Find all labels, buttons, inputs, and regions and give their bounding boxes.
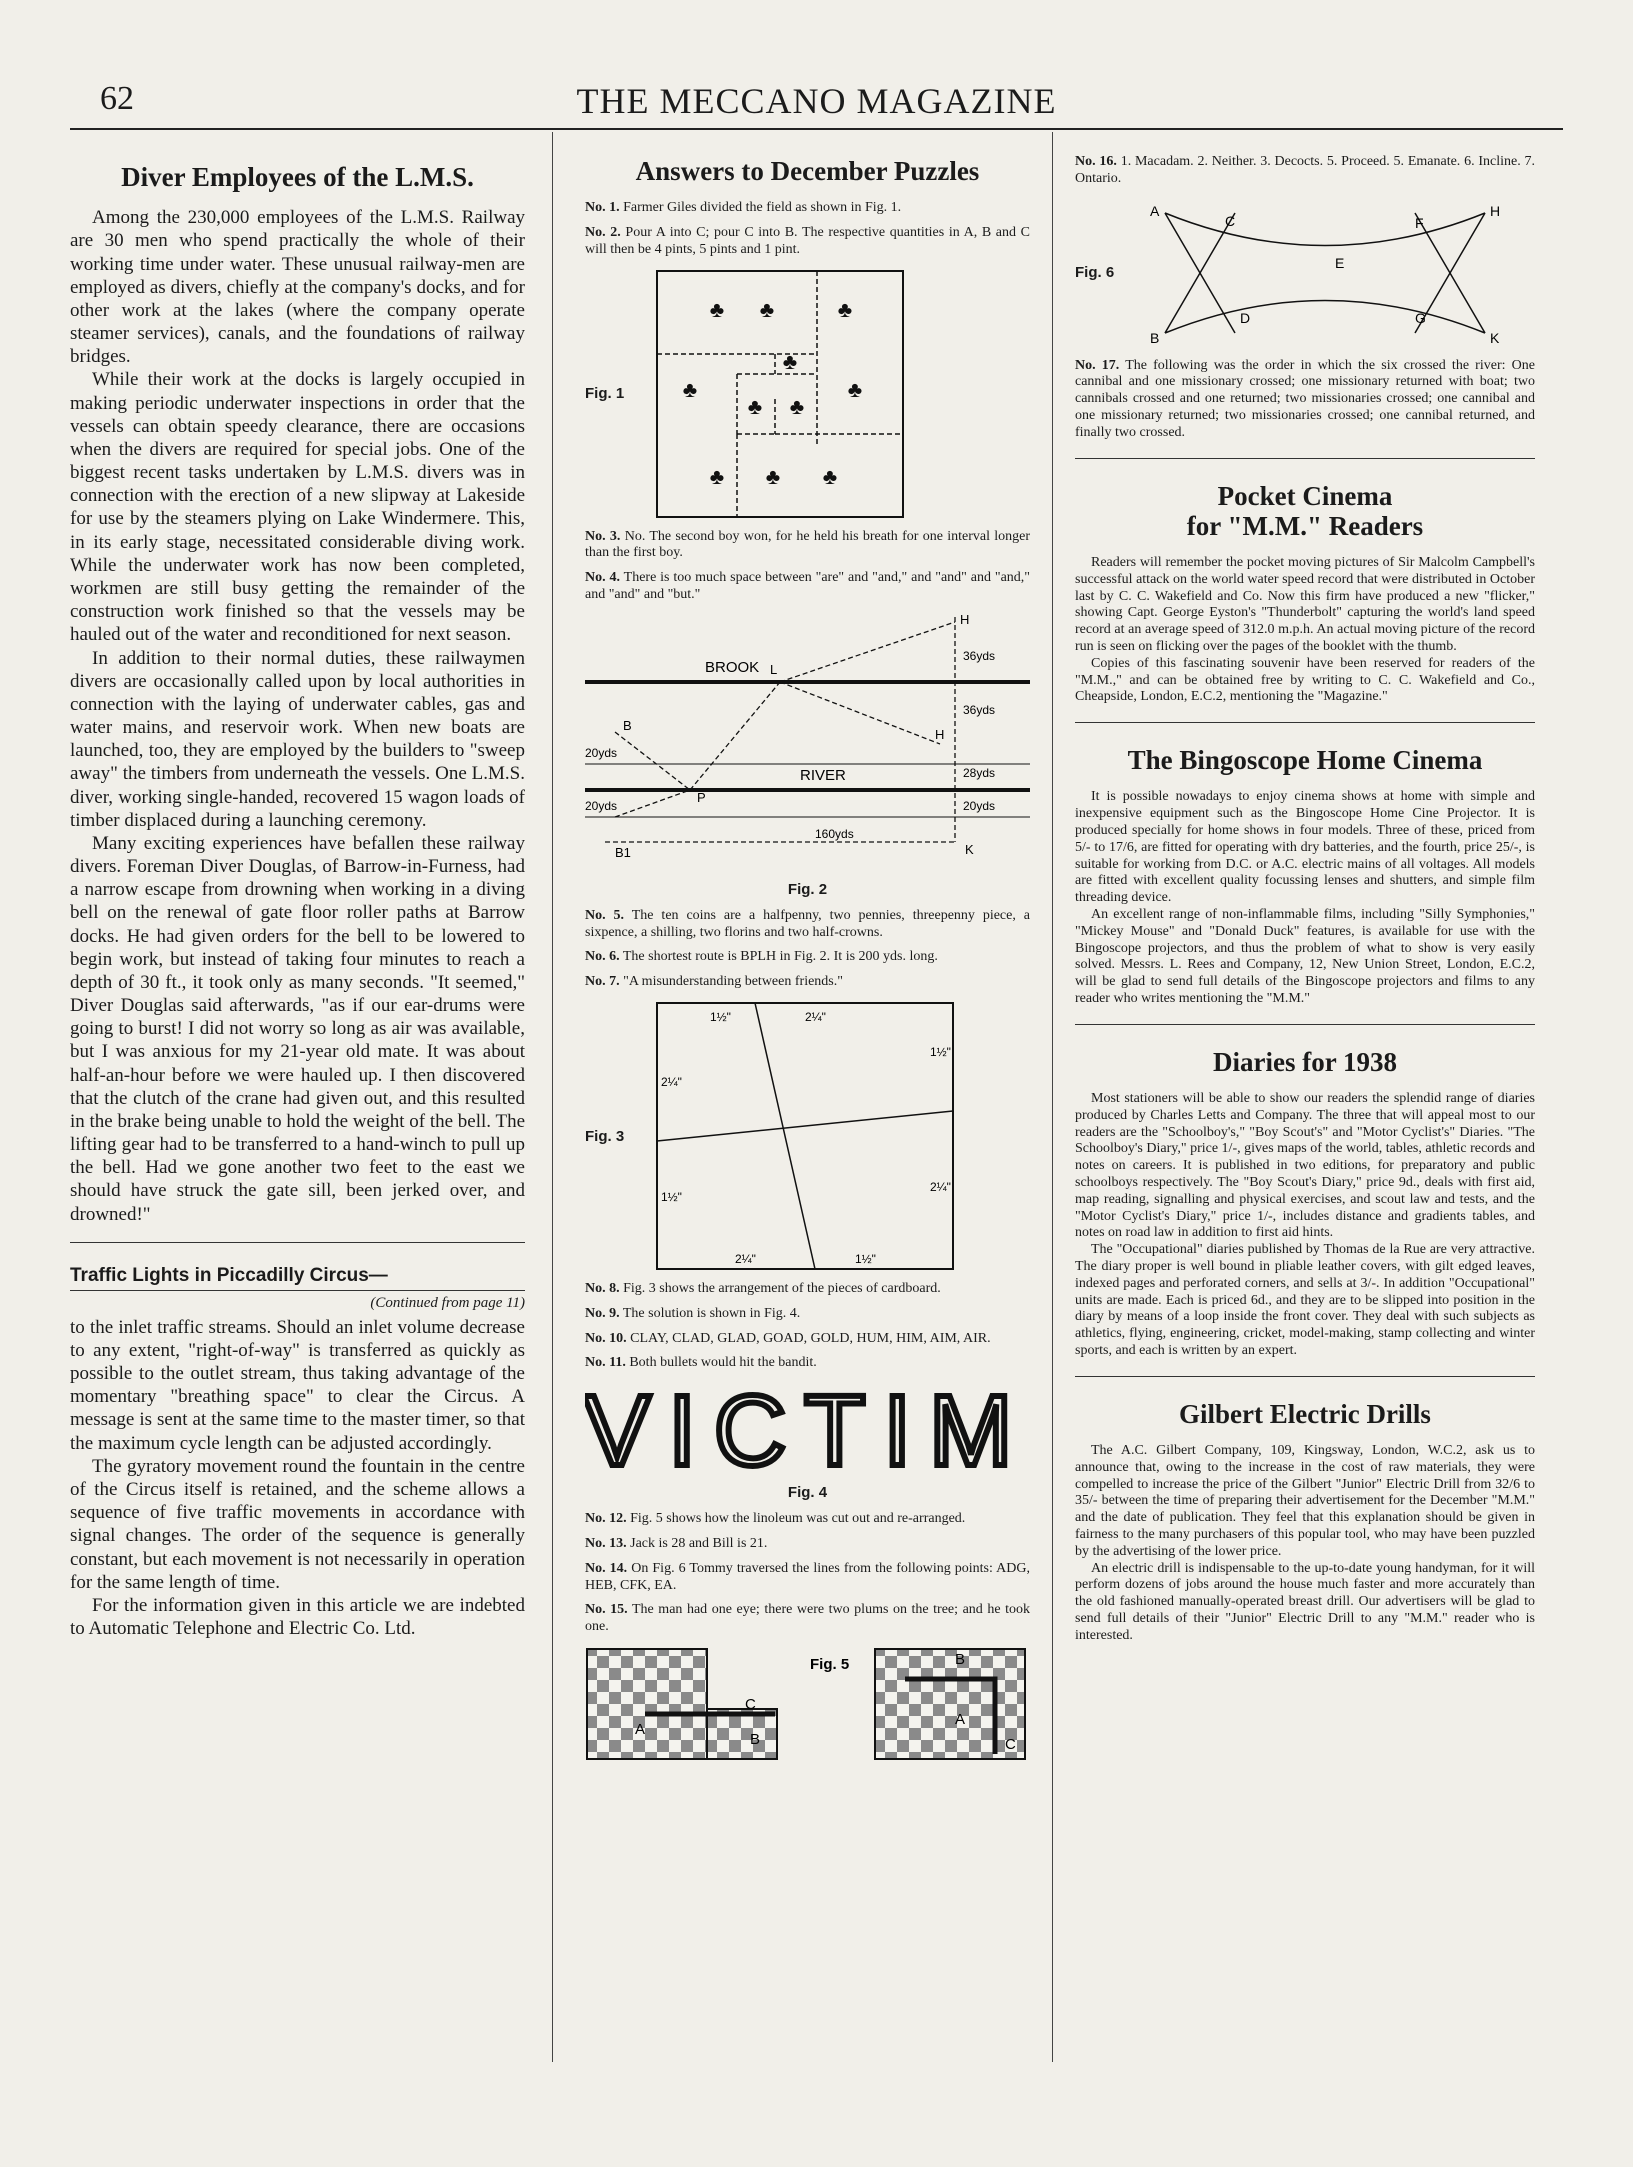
answer-item	[585, 570, 1030, 604]
cinema-title-line2: for "M.M." Readers	[1186, 510, 1424, 541]
point-label: G	[1415, 309, 1426, 326]
page-number: 62	[100, 80, 134, 117]
cinema-title-line1: Pocket Cinema	[1217, 480, 1393, 511]
diaries-paragraph: The "Occupational" diaries published by Thomas de la Rue are very attractive. The diary proper is well bound in pliable leather covers, with gilt edged leaves, indexed pages and perforated corners, and sells at 3/-. In addition "Occupational" units are made. Each is priced 6d., and they are to be slipped into position in the diary by means of a loop inside the front cover. They deal with such subjects as athletics, flying, engineering, cricket, model-making, stamp collecting and winter sports, and each is written by an expert.	[1075, 1242, 1535, 1358]
header-rule	[70, 128, 1563, 130]
page-header	[70, 80, 1563, 130]
dimension-label: 36yds	[963, 702, 996, 717]
svg-text:♣: ♣	[765, 463, 781, 489]
point-label: H	[1490, 202, 1501, 219]
svg-text:♣: ♣	[709, 296, 725, 322]
dimension-label: 20yds	[585, 798, 618, 813]
svg-text:♣: ♣	[789, 393, 805, 419]
point-label: L	[770, 661, 778, 677]
svg-text:♣: ♣	[847, 376, 863, 402]
figure-1	[585, 269, 1030, 519]
point-label: C	[1225, 212, 1236, 229]
puzzles-title: Answers to December Puzzles	[635, 156, 980, 186]
answer-item	[585, 200, 1030, 217]
dimension-label: 20yds	[963, 798, 996, 813]
dimension-label: 1½"	[930, 1045, 951, 1059]
answer-text: Jack is 28 and Bill is 21.	[630, 1535, 768, 1551]
answer-number: No. 10.	[585, 1330, 627, 1346]
piece-label: C	[1005, 1735, 1016, 1753]
point-label: H	[935, 726, 945, 742]
river-label: RIVER	[800, 766, 846, 784]
dimension-label: 28yds	[963, 765, 996, 780]
figure-2-caption: Fig. 2	[787, 880, 828, 898]
cinema-paragraph: Copies of this fascinating souvenir have been reserved for readers of the "M.M.," and can be obtained free by writing to C. C. Wakefield and Co., Cheapside, London, E.C.2, mentioning the "Magazine."	[1075, 655, 1535, 705]
column-right	[1075, 150, 1535, 1645]
answer-item	[585, 974, 1030, 991]
figure-3	[585, 1001, 1030, 1271]
answer-text: The solution is shown in Fig. 4.	[622, 1305, 801, 1321]
point-label: P	[697, 789, 706, 805]
piece-label: A	[955, 1710, 966, 1728]
section-divider	[1075, 1376, 1535, 1377]
figure-1-label: Fig. 1	[585, 385, 625, 403]
column-middle	[585, 150, 1030, 1769]
answer-item	[1075, 358, 1535, 442]
answer-text: The man had one eye; there were two plums on the tree; and he took one.	[585, 1602, 1031, 1635]
route-diagram	[1145, 198, 1505, 348]
answer-item	[585, 1331, 1030, 1348]
bingoscope-paragraph: An excellent range of non-inflammable films, including "Silly Symphonies," "Mickey Mouse" and "Donald Duck" features, is available for use with the Bingoscope projectors, and thus the problem of what to show is very easily solved. Messrs. L. Rees and Company, 12, New Union Street, London, E.C.2, will be glad to send full details of the Bingoscope projectors and films to any reader who writes mentioning the "M.M."	[1075, 907, 1535, 1007]
diver-paragraph: Many exciting experiences have befallen these railway divers. Foreman Diver Douglas, of Barrow-in-Furness, had a narrow escape from drowning when working in a diving bell on the renewal of gate floor roller paths at Barrow docks. He had given orders for the bell to be lowered to begin work, but instead of taking four minutes to reach a depth of 30 ft., it took only as many seconds. "It seemed," Diver Douglas said afterwards, "as if our ear-drums were going to burst! I did not worry so long as air was available, but I was anxious for my 21-year old mate. It was about half-an-hour before we were hauled up. I then discovered that the clutch of the crane had given out, and this resulted in the brake being unable to hold the weight of the bell. The lifting gear had to be transferred to a hand-winch to pull up the bell. Had we gone another two feet to the east we should have struck the gate sill, been jerked over, and drowned!"	[70, 832, 525, 1225]
diver-article-title: Diver Employees of the L.M.S.	[121, 162, 474, 192]
point-label: A	[1150, 202, 1160, 219]
column-divider-1	[552, 132, 553, 2062]
answer-text: No. The second boy won, for he held his breath for one interval longer than the first boy.	[585, 528, 1031, 561]
answer-number: No. 13.	[585, 1535, 627, 1551]
answer-number: No. 3.	[585, 528, 621, 544]
piece-label: A	[635, 1720, 646, 1738]
continued-note: (Continued from page 11)	[370, 1294, 525, 1311]
svg-text:♣: ♣	[759, 296, 775, 322]
tree-icons	[683, 297, 862, 489]
dimension-label: 1½"	[661, 1190, 682, 1204]
brook-river-diagram	[585, 612, 1030, 872]
brook-label: BROOK	[705, 658, 760, 676]
diaries-paragraph: Most stationers will be able to show our readers the splendid range of diaries produced by Charles Letts and Company. The three that will appeal most to our readers are the "Schoolboy's," "Boy Scout's" and "Motor Cyclist's" Diaries. "The Schoolboy's Diary," price 1/-, gives maps of the world, tables, athletic records and notes on careers. It is published in two editions, for preparatory and public schoolboys respectively. The "Boy Scout's Diary," price 9d., deals with first aid, map reading, signalling and physical exercises, and scout law and tests, and the "Motor Cyclist's Diary," price 1/-, includes distance and gradients tables, and notes on road law in addition to first aid hints.	[1075, 1091, 1535, 1241]
answer-text: Both bullets would hit the bandit.	[629, 1355, 817, 1371]
matchstick-word	[585, 1380, 1030, 1475]
svg-text:♣: ♣	[837, 296, 853, 322]
dimension-label: 36yds	[963, 648, 996, 663]
piece-label: B	[750, 1730, 761, 1748]
dimension-label: 1½"	[710, 1010, 731, 1024]
svg-text:♣: ♣	[709, 463, 725, 489]
answer-number: No. 15.	[585, 1602, 628, 1618]
svg-text:♣: ♣	[682, 376, 698, 402]
section-divider	[1075, 1024, 1535, 1025]
diver-paragraph: In addition to their normal duties, these railwaymen divers are occasionally called upon by local authorities in connection with the laying of underwater cables, gas and water mains, and reservoir work. When new boats are launched, too, they are employed by the builders to "sweep away" the timbers from underneath the vessels. One L.M.S. diver, working single-handed, recovered 15 wagon loads of timber displaced during a launching ceremony.	[70, 647, 525, 831]
answer-item	[585, 908, 1030, 942]
answer-text: The shortest route is BPLH in Fig. 2. It is 200 yds. long.	[622, 949, 938, 965]
point-label: H	[960, 611, 970, 627]
answer-text: Fig. 5 shows how the linoleum was cut out and re-arranged.	[630, 1511, 966, 1527]
point-label: B1	[615, 844, 631, 860]
answer-text: Farmer Giles divided the field as shown in Fig. 1.	[623, 200, 902, 216]
dimension-label: 20yds	[585, 745, 618, 760]
dimension-label: 160yds	[815, 826, 854, 841]
answer-text: There is too much space between "are" and "and," and "and" and "and," and "and" and "but."	[585, 570, 1031, 603]
answer-number: No. 4.	[585, 570, 620, 586]
matchstick-letters: VICTIM	[585, 1380, 1030, 1476]
figure-4-caption: Fig. 4	[787, 1484, 828, 1502]
answer-item	[585, 1281, 1030, 1298]
answer-number: No. 2.	[585, 225, 621, 241]
field-division-diagram	[655, 269, 905, 519]
cardboard-pieces-diagram	[655, 1001, 955, 1271]
dimension-label: 2¼"	[805, 1010, 826, 1024]
figure-6	[1075, 198, 1535, 348]
answer-text: On Fig. 6 Tommy traversed the lines from the following points: ADG, HEB, CFK, EA.	[585, 1560, 1030, 1593]
traffic-article-title: Traffic Lights in Piccadilly Circus—	[70, 1265, 525, 1291]
dimension-label: 1½"	[855, 1252, 876, 1266]
dimension-label: 2¼"	[930, 1180, 951, 1194]
answer-number: No. 1.	[585, 200, 620, 216]
dimension-label: 2¼"	[661, 1075, 682, 1089]
dimension-label: 2¼"	[735, 1252, 756, 1266]
piece-label: C	[745, 1695, 756, 1713]
figure-5	[585, 1644, 1030, 1769]
point-label: E	[1335, 254, 1345, 271]
answer-text: CLAY, CLAD, GLAD, GOAD, GOLD, HUM, HIM, AIM, AIR.	[630, 1330, 991, 1346]
figure-5-label: Fig. 5	[810, 1655, 850, 1673]
bingoscope-title: The Bingoscope Home Cinema	[1127, 745, 1483, 776]
section-divider	[1075, 458, 1535, 459]
section-divider	[70, 1242, 525, 1243]
traffic-paragraph: The gyratory movement round the fountain in the centre of the Circus itself is retained, and the scheme allows a sequence of five traffic movements in accordance with signal changes. The order of the sequence is generally constant, but each movement is not necessarily in operation for the same length of time.	[70, 1455, 525, 1593]
answer-number: No. 16.	[1075, 154, 1117, 169]
answer-number: No. 12.	[585, 1511, 627, 1527]
answer-item	[585, 529, 1030, 563]
column-left	[70, 150, 525, 1640]
answer-item	[585, 1306, 1030, 1323]
answer-text: "A misunderstanding between friends."	[623, 974, 843, 990]
answer-item	[585, 225, 1030, 259]
figure-4	[585, 1380, 1030, 1501]
cinema-title	[1075, 481, 1535, 541]
answer-text: Fig. 3 shows the arrangement of the pieces of cardboard.	[623, 1281, 941, 1296]
answer-number: No. 6.	[585, 949, 620, 965]
column-divider-2	[1052, 132, 1053, 2062]
answer-item	[585, 1602, 1030, 1636]
answer-text: 1. Macadam. 2. Neither. 3. Decocts. 5. Proceed. 5. Emanate. 6. Incline. 7. Ontario.	[1075, 154, 1536, 186]
svg-text:♣: ♣	[822, 463, 838, 489]
point-label: B	[1150, 329, 1160, 346]
magazine-title: THE MECCANO MAGAZINE	[576, 81, 1057, 121]
traffic-paragraph: For the information given in this article we are indebted to Automatic Telephone and Electric Co. Ltd.	[70, 1594, 525, 1640]
answer-text: Pour A into C; pour C into B. The respective quantities in A, B and C will then be 4 pints, 5 pints and 1 pint.	[585, 225, 1031, 257]
answer-text: The following was the order in which the six crossed the river: One cannibal and one missionary crossed; one missionary returned with boat; two cannibals crossed and one returned; two missionaries crossed; one cannibal and one missionary returned; two missionaries crossed; one cannibal returned, and finally two crossed.	[1075, 357, 1535, 440]
figure-2	[585, 612, 1030, 898]
piece-label: B	[955, 1650, 966, 1668]
point-label: F	[1415, 214, 1424, 231]
answer-item	[1075, 154, 1535, 188]
diaries-title: Diaries for 1938	[1213, 1046, 1397, 1077]
answer-number: No. 7.	[585, 974, 620, 990]
answer-item	[585, 1355, 1030, 1372]
answer-number: No. 14.	[585, 1560, 628, 1576]
answer-item	[585, 1511, 1030, 1528]
answer-number: No. 5.	[585, 907, 625, 923]
point-label: D	[1240, 309, 1251, 326]
answer-number: No. 17.	[1075, 357, 1120, 373]
point-label: K	[1490, 329, 1500, 346]
linoleum-diagram	[585, 1644, 1030, 1764]
diver-paragraph: Among the 230,000 employees of the L.M.S. Railway are 30 men who spend practically the whole of their working time under water. These unusual railway-men are employed as divers, chiefly at the company's docks, and for other work at the lakes (where the company operate steamer services), canals, and the foundations of railway bridges.	[70, 207, 525, 368]
answer-item	[585, 1536, 1030, 1553]
cinema-paragraph: Readers will remember the pocket moving pictures of Sir Malcolm Campbell's successful attack on the world water speed record that were distributed in October last by C. C. Wakefield and Co. Now this firm have produced a new "flicker," showing Capt. George Eyston's "Thunderbolt" capturing the world's land speed record at an average speed of 312.0 m.p.h. An actual moving picture of the record run is seen on flicking over the pages of the booklet with the thumb.	[1075, 555, 1535, 655]
answer-number: No. 11.	[585, 1355, 626, 1371]
traffic-paragraph: to the inlet traffic streams. Should an inlet volume decrease to any extent, "right-of-way" is transferred as quickly as possible to the outlet stream, thus taking advantage of the momentary "breathing space" to clear the Circus. A message is sent at the same time to the master timer, so that the maximum cycle length can be adjusted accordingly.	[70, 1316, 525, 1454]
answer-number: No. 9.	[585, 1305, 620, 1321]
answer-item	[585, 1561, 1030, 1595]
point-label: B	[623, 717, 632, 733]
point-label: K	[965, 841, 974, 857]
svg-text:♣: ♣	[782, 348, 798, 374]
section-divider	[1075, 722, 1535, 723]
drills-paragraph: The A.C. Gilbert Company, 109, Kingsway, London, W.C.2, ask us to announce that, owing to the increase in the cost of raw materials, they were compelled to increase the price of the Gilbert "Junior" Electric Drill from 32/6 to 35/- between the time of preparing their advertisement for the December "M.M." and the date of publication. They feel that this explanation should be given in fairness to the many purchasers of this popular tool, who may have been puzzled by the advertising of the lower price.	[1075, 1443, 1535, 1559]
bingoscope-paragraph: It is possible nowadays to enjoy cinema shows at home with simple and inexpensive equipment such as the Bingoscope Home Cine Projector. It is produced specially for home shows in four models. Three of these, priced from 5/- to 17/6, are fitted for operating with dry batteries, and the fourth, price 25/-, is suitable for working from D.C. or A.C. electric mains of all voltages. All models are fitted with excellent quality focussing lenses and shutters, and simple film threading device.	[1075, 789, 1535, 906]
figure-3-label: Fig. 3	[585, 1127, 625, 1145]
answer-number: No. 8.	[585, 1281, 620, 1296]
figure-6-label: Fig. 6	[1075, 264, 1115, 282]
svg-text:♣: ♣	[747, 393, 763, 419]
answer-text: The ten coins are a halfpenny, two pennies, threepenny piece, a sixpence, a shilling, two florins and two half-crowns.	[585, 907, 1031, 940]
answer-item	[585, 949, 1030, 966]
diver-paragraph: While their work at the docks is largely occupied in making periodic underwater inspections in order that the vessels can obtain speedy clearance, there are occasions when the divers are required for special jobs. One of the biggest recent tasks undertaken by L.M.S. divers was in connection with the erection of a new slipway at Lakeside for use by the steamers plying on Lake Windermere. This, in its early stage, necessitated considerable diving work. While the underwater work has now been completed, workmen are still busy getting the remainder of the construction work finished so that the vessels may be hauled out of the water and reconditioned for next season.	[70, 369, 525, 646]
drills-paragraph: An electric drill is indispensable to the up-to-date young handyman, for it will perform dozens of jobs around the house much faster and more accurately than the old fashioned manually-operated breast drill. Our advertisers will be glad to send full details of their "Junior" Electric Drill to any "M.M." reader who is interested.	[1075, 1560, 1535, 1643]
drills-title: Gilbert Electric Drills	[1179, 1398, 1431, 1429]
